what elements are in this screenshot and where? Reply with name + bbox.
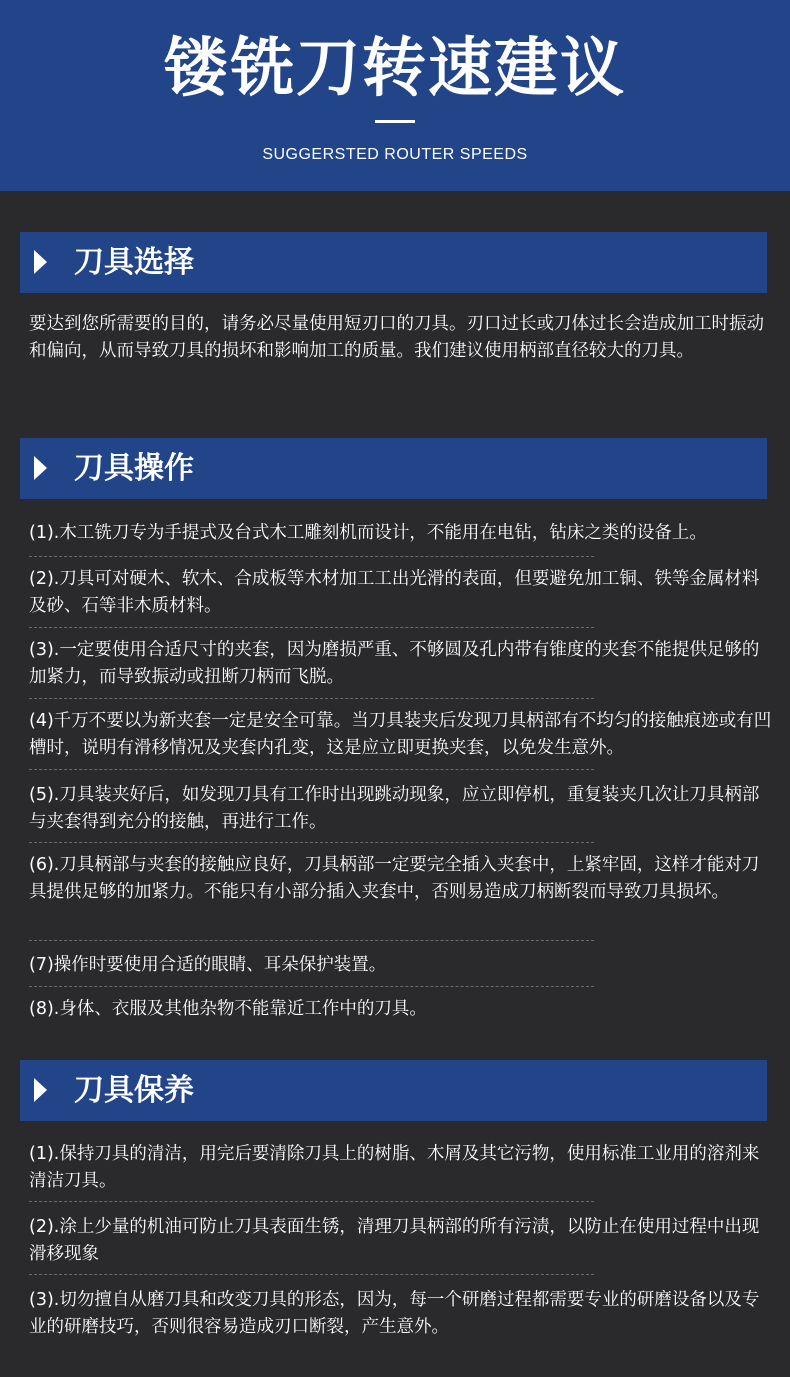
dashed-divider (29, 940, 594, 941)
dashed-divider (29, 1201, 594, 1202)
dashed-divider (29, 627, 594, 628)
list-item: (2).涂上少量的机油可防止刀具表面生锈，清理刀具柄部的所有污渍，以防止在使用过程中出现滑移现象 (29, 1217, 760, 1264)
page-title: 镂铣刀转速建议 (164, 32, 626, 106)
list-item: (6).刀具柄部与夹套的接触应良好，刀具柄部一定要完全插入夹套中，上紧牢固，这样才能对刀具提供足够的加紧力。不能只有小部分插入夹套中，否则易造成刀柄断裂而导致刀具损坏。 (29, 855, 760, 902)
dashed-divider (29, 842, 594, 843)
list-item: (8).身体、衣服及其他杂物不能靠近工作中的刀具。 (29, 999, 427, 1019)
section-title: 刀具保养 (74, 1073, 194, 1108)
dashed-divider (29, 986, 594, 987)
list-item: (1).保持刀具的清洁，用完后要清除刀具上的树脂、木屑及其它污物，使用标准工业用的溶剂来清洁刀具。 (29, 1144, 760, 1191)
arrow-right-icon (34, 250, 47, 274)
section-header-tool-operation (20, 438, 767, 499)
list-item: (4)千万不要以为新夹套一定是安全可靠。当刀具装夹后发现刀具柄部有不均匀的接触痕迹或有凹槽时，说明有滑移情况及夹套内孔变，这是应立即更换夹套，以免发生意外。 (29, 711, 772, 758)
dashed-divider (29, 769, 594, 770)
dashed-divider (29, 698, 594, 699)
section-header-tool-maintenance (20, 1060, 767, 1121)
dashed-divider (29, 556, 594, 557)
section-title: 刀具选择 (74, 245, 194, 280)
title-divider (375, 120, 415, 123)
arrow-right-icon (34, 456, 47, 480)
section-header-tool-selection (20, 232, 767, 293)
top-banner (0, 0, 790, 191)
list-item: (2).刀具可对硬木、软木、合成板等木材加工工出光滑的表面，但要避免加工铜、铁等金属材料及砂、石等非木质材料。 (29, 569, 760, 616)
section-paragraph: 要达到您所需要的目的，请务必尽量使用短刃口的刀具。刃口过长或刀体过长会造成加工时振动和偏向，从而导致刀具的损坏和影响加工的质量。我们建议使用柄部直径较大的刀具。 (29, 314, 764, 361)
arrow-right-icon (34, 1078, 47, 1102)
list-item: (3).切勿擅自从磨刀具和改变刀具的形态，因为，每一个研磨过程都需要专业的研磨设备以及专业的研磨技巧，否则很容易造成刃口断裂，产生意外。 (29, 1290, 760, 1337)
section-title: 刀具操作 (74, 451, 194, 486)
list-item: (3).一定要使用合适尺寸的夹套，因为磨损严重、不够圆及孔内带有锥度的夹套不能提供足够的加紧力，而导致振动或扭断刀柄而飞脱。 (29, 640, 760, 687)
list-item: (1).木工铣刀专为手提式及台式木工雕刻机而设计，不能用在电钻，钻床之类的设备上。 (29, 523, 707, 543)
list-item: (5).刀具装夹好后，如发现刀具有工作时出现跳动现象，应立即停机，重复装夹几次让刀具柄部与夹套得到充分的接触，再进行工作。 (29, 785, 760, 832)
dashed-divider (29, 1274, 594, 1275)
list-item: (7)操作时要使用合适的眼睛、耳朵保护装置。 (29, 955, 387, 975)
page-subtitle: SUGGERSTED ROUTER SPEEDS (262, 146, 528, 163)
